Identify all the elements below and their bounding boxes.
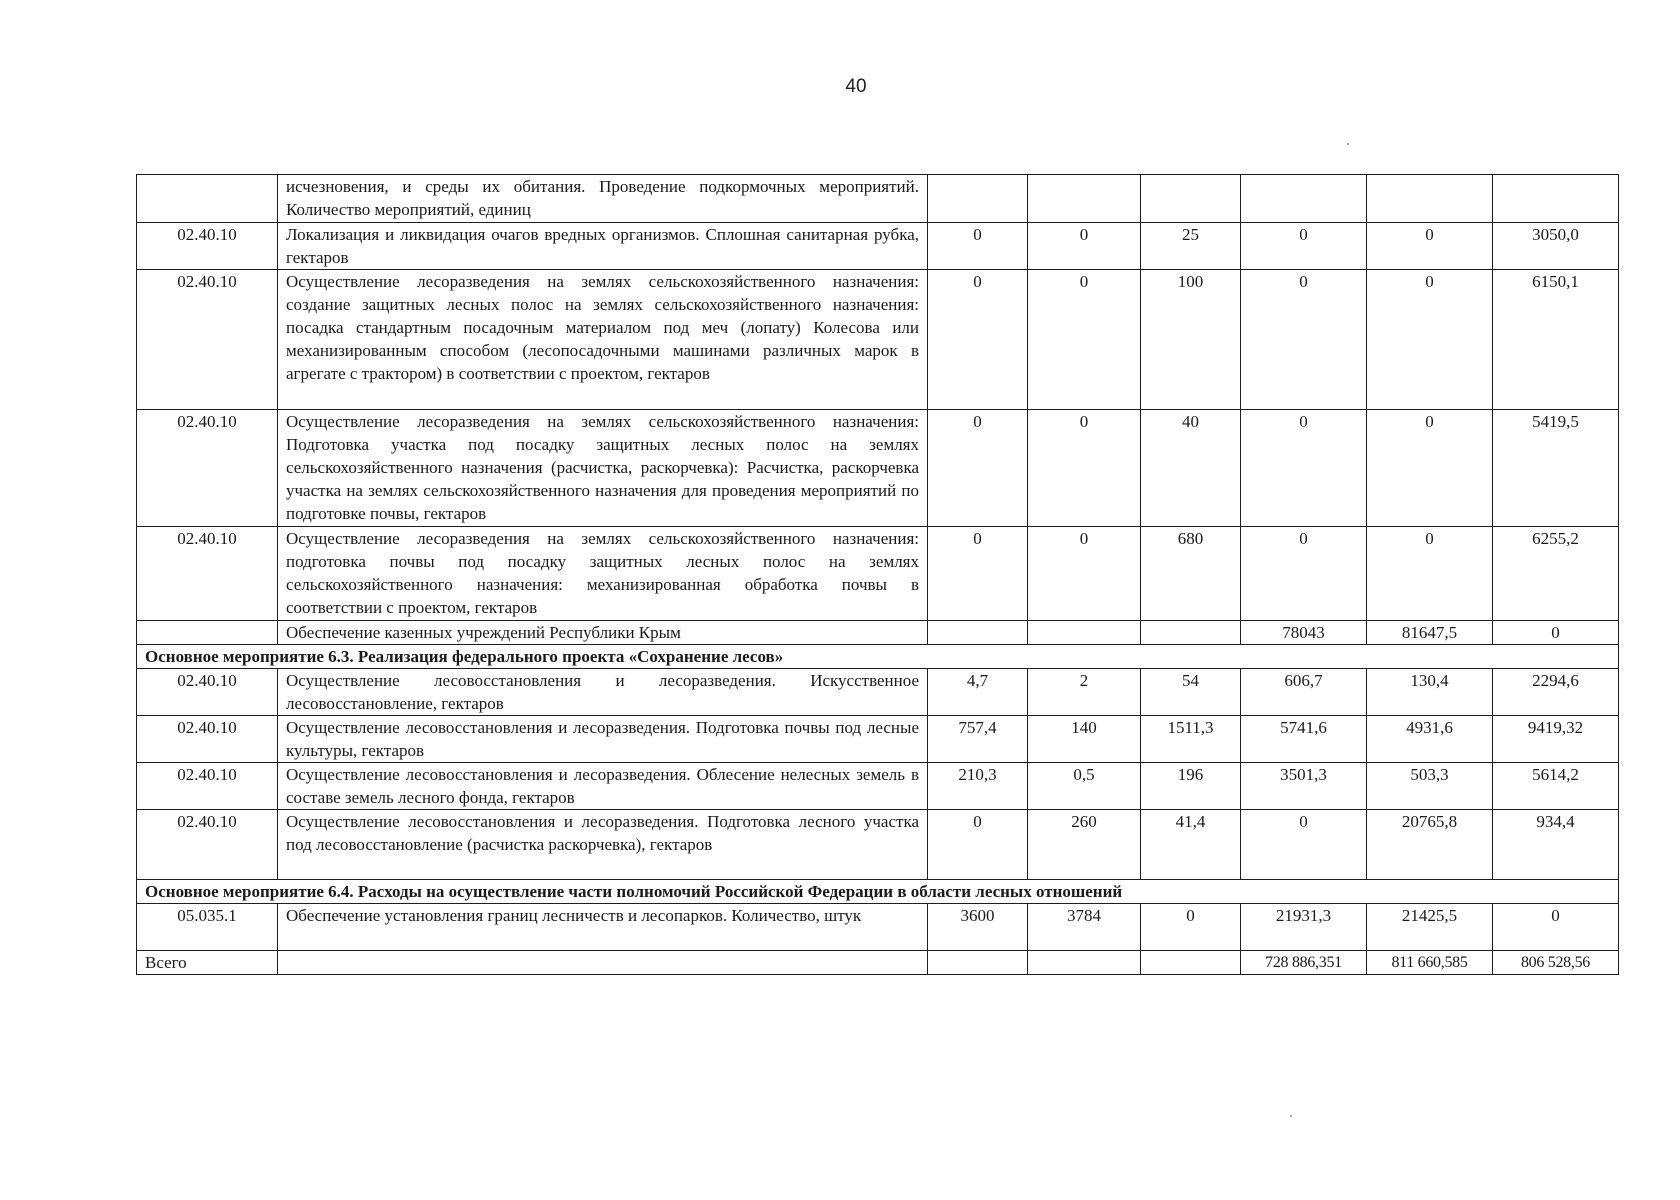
row-value-2: 0: [1028, 223, 1141, 270]
row-value-4: 0: [1241, 810, 1367, 880]
row-value-2: 0,5: [1028, 763, 1141, 810]
row-value-1: 0: [928, 527, 1028, 621]
row-code: 02.40.10: [137, 763, 278, 810]
row-description: Обеспечение казенных учреждений Республики Крым: [278, 621, 928, 645]
row-value-1: 0: [928, 410, 1028, 527]
row-value-4: 21931,3: [1241, 904, 1367, 951]
row-value-5: 0: [1367, 270, 1493, 410]
row-description: Осуществление лесовосстановления и лесоразведения. Облесение нелесных земель в составе земель лесного фонда, гектаров: [278, 763, 928, 810]
row-value-1: 4,7: [928, 669, 1028, 716]
row-value-2: [1028, 175, 1141, 223]
row-value-4: 0: [1241, 527, 1367, 621]
row-value-5: 130,4: [1367, 669, 1493, 716]
row-value-5: 0: [1367, 223, 1493, 270]
row-code: 05.035.1: [137, 904, 278, 951]
total-value-5: 811 660,585: [1367, 951, 1493, 975]
row-code: 02.40.10: [137, 223, 278, 270]
row-value-6: 934,4: [1493, 810, 1619, 880]
row-value-2: 0: [1028, 527, 1141, 621]
section-header-row: [137, 645, 1619, 669]
total-value-6: 806 528,56: [1493, 951, 1619, 975]
row-value-3: 0: [1141, 904, 1241, 951]
row-value-6: 0: [1493, 621, 1619, 645]
scan-speck: [1347, 143, 1349, 145]
row-value-1: [928, 175, 1028, 223]
row-value-3: [1141, 951, 1241, 975]
table-row: [137, 270, 1619, 410]
row-value-4: 78043: [1241, 621, 1367, 645]
row-value-2: [1028, 951, 1141, 975]
row-value-1: 210,3: [928, 763, 1028, 810]
row-value-1: 3600: [928, 904, 1028, 951]
row-value-1: 757,4: [928, 716, 1028, 763]
row-value-6: 9419,32: [1493, 716, 1619, 763]
row-value-4: [1241, 175, 1367, 223]
row-value-4: 606,7: [1241, 669, 1367, 716]
row-value-3: 680: [1141, 527, 1241, 621]
row-value-3: [1141, 621, 1241, 645]
row-description: Локализация и ликвидация очагов вредных организмов. Сплошная санитарная рубка, гектаров: [278, 223, 928, 270]
row-value-4: 0: [1241, 223, 1367, 270]
row-description: Осуществление лесоразведения на землях сельскохозяйственного назначения: создание защитных лесных полос на землях сельскохозяйственного назначения: посадка стандартным посадочным материалом под меч (лопату) Колесова или механизированным способом (лесопосадочными машинами различных марок в агрегате с трактором) в соответствии с проектом, гектаров: [278, 270, 928, 410]
row-code: 02.40.10: [137, 669, 278, 716]
table-row: [137, 175, 1619, 223]
row-value-5: 20765,8: [1367, 810, 1493, 880]
row-code: 02.40.10: [137, 527, 278, 621]
total-value-4: 728 886,351: [1241, 951, 1367, 975]
row-description: Осуществление лесовосстановления и лесоразведения. Подготовка почвы под лесные культуры, гектаров: [278, 716, 928, 763]
row-value-5: 21425,5: [1367, 904, 1493, 951]
row-value-2: 140: [1028, 716, 1141, 763]
row-value-2: 3784: [1028, 904, 1141, 951]
row-value-6: 0: [1493, 904, 1619, 951]
row-value-5: 503,3: [1367, 763, 1493, 810]
row-value-3: 54: [1141, 669, 1241, 716]
row-description: Осуществление лесоразведения на землях сельскохозяйственного назначения: Подготовка участка под посадку защитных лесных полос на землях сельскохозяйственного назначения (расчистка, раскорчевка): Расчистка, раскорчевка участка на землях сельскохозяйственного назначения для проведения мероприятий по подготовке почвы, гектаров: [278, 410, 928, 527]
row-value-6: 3050,0: [1493, 223, 1619, 270]
row-description: [278, 951, 928, 975]
section-header-row: [137, 880, 1619, 904]
table-row: [137, 763, 1619, 810]
row-description: исчезновения, и среды их обитания. Проведение подкормочных мероприятий. Количество мероприятий, единиц: [278, 175, 928, 223]
row-value-5: 81647,5: [1367, 621, 1493, 645]
table-row: [137, 716, 1619, 763]
row-value-2: 2: [1028, 669, 1141, 716]
row-value-6: 5614,2: [1493, 763, 1619, 810]
row-value-1: [928, 951, 1028, 975]
row-description: Обеспечение установления границ лесничеств и лесопарков. Количество, штук: [278, 904, 928, 951]
row-description: Осуществление лесоразведения на землях сельскохозяйственного назначения: подготовка почвы под посадку защитных лесных полос на землях сельскохозяйственного назначения: механизированная обработка почвы в соответствии с проектом, гектаров: [278, 527, 928, 621]
row-value-3: 100: [1141, 270, 1241, 410]
total-label: Всего: [137, 951, 278, 975]
row-value-1: 0: [928, 810, 1028, 880]
row-value-5: 0: [1367, 410, 1493, 527]
page-number: 40: [845, 76, 867, 97]
row-value-2: 0: [1028, 410, 1141, 527]
row-code: 02.40.10: [137, 716, 278, 763]
row-value-6: 2294,6: [1493, 669, 1619, 716]
row-value-2: 0: [1028, 270, 1141, 410]
table-row: [137, 410, 1619, 527]
row-value-1: [928, 621, 1028, 645]
row-value-5: 0: [1367, 527, 1493, 621]
row-value-6: 5419,5: [1493, 410, 1619, 527]
row-value-3: 25: [1141, 223, 1241, 270]
row-value-1: 0: [928, 270, 1028, 410]
row-value-3: 41,4: [1141, 810, 1241, 880]
total-row: [137, 951, 1619, 975]
row-value-5: 4931,6: [1367, 716, 1493, 763]
row-code: [137, 175, 278, 223]
section-title: Основное мероприятие 6.4. Расходы на осуществление части полномочий Российской Федерации в области лесных отношений: [137, 880, 1619, 904]
table-row: [137, 669, 1619, 716]
section-title: Основное мероприятие 6.3. Реализация федерального проекта «Сохранение лесов»: [137, 645, 1619, 669]
row-value-3: 40: [1141, 410, 1241, 527]
row-value-4: 0: [1241, 270, 1367, 410]
table-row: [137, 223, 1619, 270]
row-description: Осуществление лесовосстановления и лесоразведения. Искусственное лесовосстановление, гектаров: [278, 669, 928, 716]
row-value-3: 196: [1141, 763, 1241, 810]
row-value-4: 3501,3: [1241, 763, 1367, 810]
row-value-4: 5741,6: [1241, 716, 1367, 763]
row-value-2: 260: [1028, 810, 1141, 880]
row-code: 02.40.10: [137, 810, 278, 880]
row-value-6: [1493, 175, 1619, 223]
table-row: [137, 527, 1619, 621]
row-code: 02.40.10: [137, 410, 278, 527]
scan-speck: [1290, 1115, 1292, 1117]
row-value-3: [1141, 175, 1241, 223]
table-row: [137, 904, 1619, 951]
table-row: [137, 810, 1619, 880]
table-row: [137, 621, 1619, 645]
table-body: [137, 175, 1619, 975]
row-description: Осуществление лесовосстановления и лесоразведения. Подготовка лесного участка под лесовосстановление (расчистка раскорчевка), гектаров: [278, 810, 928, 880]
row-code: [137, 621, 278, 645]
row-code: 02.40.10: [137, 270, 278, 410]
program-activities-table: [136, 174, 1619, 975]
row-value-1: 0: [928, 223, 1028, 270]
row-value-3: 1511,3: [1141, 716, 1241, 763]
row-value-2: [1028, 621, 1141, 645]
row-value-5: [1367, 175, 1493, 223]
row-value-6: 6150,1: [1493, 270, 1619, 410]
row-value-4: 0: [1241, 410, 1367, 527]
row-value-6: 6255,2: [1493, 527, 1619, 621]
